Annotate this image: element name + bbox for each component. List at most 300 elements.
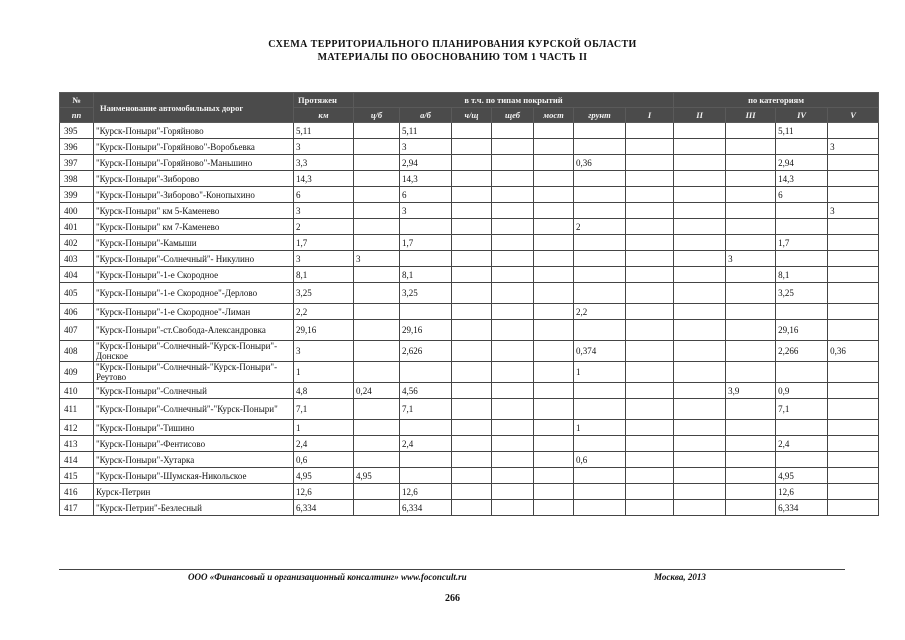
cell-most (534, 155, 574, 171)
cell-road-name: "Курск-Поныри"-1-е Скородное (94, 267, 294, 283)
footer-divider (59, 569, 845, 570)
table-row (60, 283, 879, 304)
table-row (60, 187, 879, 203)
cell-cat-2 (674, 468, 726, 484)
cell-cat-2 (674, 484, 726, 500)
cell-shcheb (492, 219, 534, 235)
cell-chsh (452, 267, 492, 283)
cell-most (534, 219, 574, 235)
header-cat-2: II (674, 108, 726, 123)
cell-cat-3 (726, 436, 776, 452)
cell-cat-2 (674, 500, 726, 516)
cell-most (534, 399, 574, 420)
cell-road-name: "Курск-Поныри"-Горяйново"-Маньшино (94, 155, 294, 171)
cell-shcheb (492, 235, 534, 251)
cell-ab: 4,56 (400, 383, 452, 399)
cell-chsh (452, 341, 492, 362)
cell-road-name: "Курск-Поныри"-Фентисово (94, 436, 294, 452)
cell-ab: 6,334 (400, 500, 452, 516)
header-cb: ц/б (354, 108, 400, 123)
cell-grunt (574, 203, 626, 219)
header-no: № (60, 93, 94, 108)
cell-cb (354, 436, 400, 452)
cell-no: 399 (60, 187, 94, 203)
cell-ab: 14,3 (400, 171, 452, 187)
cell-cat-4: 0,9 (776, 383, 828, 399)
table-row (60, 399, 879, 420)
cell-cb (354, 420, 400, 436)
cell-cat-3 (726, 304, 776, 320)
cell-cb (354, 500, 400, 516)
cell-cat-4 (776, 304, 828, 320)
cell-ab: 29,16 (400, 320, 452, 341)
cell-grunt (574, 436, 626, 452)
cell-grunt (574, 267, 626, 283)
cell-road-name: "Курск-Поныри"-Камыши (94, 235, 294, 251)
table-row (60, 139, 879, 155)
cell-grunt (574, 399, 626, 420)
cell-cat-4 (776, 219, 828, 235)
cell-chsh (452, 155, 492, 171)
cell-cat-5: 3 (828, 203, 879, 219)
table-row (60, 484, 879, 500)
cell-shcheb (492, 468, 534, 484)
cell-cat-2 (674, 341, 726, 362)
cell-chsh (452, 320, 492, 341)
table-row (60, 500, 879, 516)
cell-cb (354, 155, 400, 171)
cell-cat-2 (674, 203, 726, 219)
cell-cat-1 (626, 362, 674, 383)
cell-cat-5 (828, 399, 879, 420)
cell-cat-3 (726, 500, 776, 516)
cell-cat-3 (726, 320, 776, 341)
cell-length: 3 (294, 203, 354, 219)
cell-cat-2 (674, 219, 726, 235)
cell-cat-4: 6 (776, 187, 828, 203)
table-row (60, 304, 879, 320)
cell-cat-4: 1,7 (776, 235, 828, 251)
cell-cat-2 (674, 420, 726, 436)
cell-length: 1 (294, 420, 354, 436)
cell-road-name: "Курск-Поныри"-Солнечный-"Курск-Поныри"-Реутово (94, 362, 294, 383)
cell-cat-4 (776, 251, 828, 267)
cell-cat-1 (626, 500, 674, 516)
cell-most (534, 187, 574, 203)
cell-most (534, 171, 574, 187)
table-row (60, 383, 879, 399)
cell-grunt (574, 187, 626, 203)
table-row (60, 436, 879, 452)
cell-no: 412 (60, 420, 94, 436)
table-row (60, 452, 879, 468)
cell-cat-5 (828, 187, 879, 203)
cell-cb (354, 123, 400, 139)
cell-cat-1 (626, 187, 674, 203)
cell-cb (354, 187, 400, 203)
cell-length: 2,4 (294, 436, 354, 452)
cell-cb: 3 (354, 251, 400, 267)
cell-cat-4: 8,1 (776, 267, 828, 283)
cell-most (534, 362, 574, 383)
cell-shcheb (492, 304, 534, 320)
table-row (60, 235, 879, 251)
cell-chsh (452, 362, 492, 383)
cell-cat-2 (674, 251, 726, 267)
cell-length: 6 (294, 187, 354, 203)
cell-length: 3 (294, 251, 354, 267)
header-cat-5: V (828, 108, 879, 123)
cell-cat-3 (726, 123, 776, 139)
cell-ab: 2,626 (400, 341, 452, 362)
header-chsh: ч/щ (452, 108, 492, 123)
table-row (60, 420, 879, 436)
cell-road-name: "Курск-Поныри"-ст.Свобода-Александровка (94, 320, 294, 341)
cell-shcheb (492, 139, 534, 155)
cell-grunt (574, 123, 626, 139)
cell-shcheb (492, 267, 534, 283)
table-row (60, 267, 879, 283)
cell-cat-1 (626, 399, 674, 420)
cell-cat-5 (828, 452, 879, 468)
cell-length: 6,334 (294, 500, 354, 516)
cell-cat-5 (828, 500, 879, 516)
cell-cb (354, 171, 400, 187)
cell-shcheb (492, 500, 534, 516)
cell-cat-3 (726, 484, 776, 500)
cell-road-name: "Курск-Поныри"-Солнечный"-"Курск-Поныри" (94, 399, 294, 420)
header-category-group: по категориям (674, 93, 879, 108)
cell-shcheb (492, 320, 534, 341)
cell-chsh (452, 383, 492, 399)
cell-cat-2 (674, 283, 726, 304)
cell-most (534, 283, 574, 304)
cell-grunt (574, 484, 626, 500)
cell-road-name: "Курск-Поныри"-Солнечный"- Никулино (94, 251, 294, 267)
table-row (60, 155, 879, 171)
cell-cat-3 (726, 283, 776, 304)
cell-cat-2 (674, 304, 726, 320)
cell-no: 404 (60, 267, 94, 283)
cell-chsh (452, 219, 492, 235)
cell-shcheb (492, 452, 534, 468)
cell-cat-4: 14,3 (776, 171, 828, 187)
cell-cat-4 (776, 203, 828, 219)
cell-chsh (452, 304, 492, 320)
cell-most (534, 500, 574, 516)
cell-chsh (452, 187, 492, 203)
cell-length: 8,1 (294, 267, 354, 283)
cell-no: 406 (60, 304, 94, 320)
cell-ab: 2,94 (400, 155, 452, 171)
cell-cat-2 (674, 235, 726, 251)
cell-no: 415 (60, 468, 94, 484)
cell-most (534, 267, 574, 283)
cell-shcheb (492, 251, 534, 267)
cell-most (534, 484, 574, 500)
table-row (60, 123, 879, 139)
cell-cat-5 (828, 219, 879, 235)
table-row (60, 468, 879, 484)
cell-road-name: "Курск-Поныри"-Солнечный-"Курск-Поныри"-Донское (94, 341, 294, 362)
cell-cat-4: 12,6 (776, 484, 828, 500)
cell-length: 3 (294, 139, 354, 155)
cell-chsh (452, 468, 492, 484)
cell-road-name: "Курск-Поныри" км 7-Каменево (94, 219, 294, 235)
header-pp: пп (60, 108, 94, 123)
header-km: км (294, 108, 354, 123)
cell-cb (354, 399, 400, 420)
cell-no: 409 (60, 362, 94, 383)
table-row (60, 171, 879, 187)
cell-no: 400 (60, 203, 94, 219)
cell-cat-2 (674, 139, 726, 155)
cell-no: 407 (60, 320, 94, 341)
cell-ab (400, 362, 452, 383)
cell-cat-1 (626, 383, 674, 399)
cell-cat-3 (726, 399, 776, 420)
cell-shcheb (492, 155, 534, 171)
cell-ab: 3,25 (400, 283, 452, 304)
cell-most (534, 383, 574, 399)
cell-length: 4,8 (294, 383, 354, 399)
cell-shcheb (492, 484, 534, 500)
cell-cat-4: 3,25 (776, 283, 828, 304)
cell-length: 4,95 (294, 468, 354, 484)
cell-no: 417 (60, 500, 94, 516)
cell-chsh (452, 283, 492, 304)
cell-no: 416 (60, 484, 94, 500)
cell-cat-1 (626, 235, 674, 251)
cell-grunt: 1 (574, 362, 626, 383)
cell-length: 0,6 (294, 452, 354, 468)
cell-cat-4 (776, 362, 828, 383)
cell-ab: 5,11 (400, 123, 452, 139)
cell-chsh (452, 436, 492, 452)
cell-cat-2 (674, 123, 726, 139)
cell-ab (400, 452, 452, 468)
cell-grunt: 0,36 (574, 155, 626, 171)
cell-cat-3 (726, 187, 776, 203)
cell-grunt (574, 251, 626, 267)
cell-chsh (452, 399, 492, 420)
cell-grunt (574, 171, 626, 187)
cell-cb (354, 341, 400, 362)
cell-cat-1 (626, 341, 674, 362)
cell-most (534, 341, 574, 362)
cell-most (534, 251, 574, 267)
cell-length: 7,1 (294, 399, 354, 420)
cell-cat-2 (674, 436, 726, 452)
cell-cat-4: 2,94 (776, 155, 828, 171)
cell-road-name: "Курск-Поныри"-Хутарка (94, 452, 294, 468)
cell-no: 405 (60, 283, 94, 304)
cell-cat-2 (674, 267, 726, 283)
cell-cb (354, 267, 400, 283)
cell-cat-5 (828, 155, 879, 171)
cell-cb (354, 139, 400, 155)
cell-shcheb (492, 123, 534, 139)
cell-shcheb (492, 341, 534, 362)
cell-cat-5 (828, 304, 879, 320)
cell-cat-5 (828, 320, 879, 341)
cell-cat-1 (626, 171, 674, 187)
cell-cat-5 (828, 420, 879, 436)
cell-no: 401 (60, 219, 94, 235)
document-title: СХЕМА ТЕРРИТОРИАЛЬНОГО ПЛАНИРОВАНИЯ КУРСКОЙ ОБЛАСТИ (268, 39, 637, 50)
cell-cat-3 (726, 203, 776, 219)
cell-shcheb (492, 283, 534, 304)
header-name: Наименование автомобильных дорог (94, 93, 294, 123)
footer-company: ООО «Финансовый и организационный консалтинг» www.foconcult.ru (188, 572, 467, 582)
cell-no: 413 (60, 436, 94, 452)
cell-no: 410 (60, 383, 94, 399)
cell-most (534, 304, 574, 320)
table-row (60, 320, 879, 341)
header-cat-4: IV (776, 108, 828, 123)
header-row-top (60, 93, 879, 108)
cell-length: 1,7 (294, 235, 354, 251)
table-row (60, 219, 879, 235)
cell-no: 408 (60, 341, 94, 362)
cell-grunt (574, 283, 626, 304)
cell-cat-5 (828, 251, 879, 267)
cell-cat-3 (726, 452, 776, 468)
cell-cat-2 (674, 171, 726, 187)
cell-cat-3: 3 (726, 251, 776, 267)
cell-cat-5 (828, 123, 879, 139)
cell-cb (354, 235, 400, 251)
cell-no: 414 (60, 452, 94, 468)
cell-most (534, 235, 574, 251)
cell-cat-1 (626, 320, 674, 341)
cell-cat-3 (726, 235, 776, 251)
cell-cb (354, 362, 400, 383)
cell-cat-4: 7,1 (776, 399, 828, 420)
page-number: 266 (445, 593, 460, 604)
cell-cat-1 (626, 452, 674, 468)
cell-chsh (452, 171, 492, 187)
cell-cb (354, 203, 400, 219)
cell-cat-2 (674, 187, 726, 203)
cell-cat-4 (776, 452, 828, 468)
cell-cat-1 (626, 484, 674, 500)
cell-cat-4: 2,266 (776, 341, 828, 362)
cell-road-name: "Курск-Поныри"-Горяйново"-Воробьевка (94, 139, 294, 155)
cell-cat-5 (828, 468, 879, 484)
cell-most (534, 139, 574, 155)
cell-shcheb (492, 187, 534, 203)
cell-grunt (574, 383, 626, 399)
cell-cat-4: 4,95 (776, 468, 828, 484)
cell-length: 29,16 (294, 320, 354, 341)
cell-cat-4: 6,334 (776, 500, 828, 516)
cell-cb (354, 283, 400, 304)
cell-cat-5 (828, 283, 879, 304)
cell-most (534, 436, 574, 452)
cell-no: 402 (60, 235, 94, 251)
cell-length: 5,11 (294, 123, 354, 139)
cell-cat-4 (776, 139, 828, 155)
table-row (60, 251, 879, 267)
cell-most (534, 468, 574, 484)
cell-cat-1 (626, 283, 674, 304)
cell-road-name: "Курск-Поныри"-1-е Скородное"-Лиман (94, 304, 294, 320)
cell-no: 397 (60, 155, 94, 171)
header-grunt: грунт (574, 108, 626, 123)
cell-ab (400, 420, 452, 436)
cell-cb (354, 219, 400, 235)
cell-cat-1 (626, 203, 674, 219)
cell-road-name: "Курск-Поныри"-Тишино (94, 420, 294, 436)
cell-most (534, 420, 574, 436)
cell-chsh (452, 420, 492, 436)
cell-ab: 1,7 (400, 235, 452, 251)
document-subtitle: МАТЕРИАЛЫ ПО ОБОСНОВАНИЮ ТОМ 1 ЧАСТЬ II (317, 52, 588, 63)
cell-cat-5 (828, 171, 879, 187)
cell-length: 2,2 (294, 304, 354, 320)
cell-ab (400, 251, 452, 267)
header-cat-1: I (626, 108, 674, 123)
roads-table (59, 92, 879, 516)
cell-cat-4: 2,4 (776, 436, 828, 452)
cell-shcheb (492, 399, 534, 420)
cell-cat-4 (776, 420, 828, 436)
cell-cat-1 (626, 219, 674, 235)
cell-chsh (452, 452, 492, 468)
cell-cat-3 (726, 468, 776, 484)
cell-length: 14,3 (294, 171, 354, 187)
cell-shcheb (492, 436, 534, 452)
cell-cb (354, 452, 400, 468)
cell-grunt (574, 500, 626, 516)
cell-road-name: "Курск-Поныри"-Зиборово"-Конопыхино (94, 187, 294, 203)
header-length: Протяжен (294, 93, 354, 108)
cell-shcheb (492, 171, 534, 187)
cell-ab: 12,6 (400, 484, 452, 500)
cell-cat-5 (828, 267, 879, 283)
footer-city-year: Москва, 2013 (654, 572, 706, 582)
cell-road-name: Курск-Петрин (94, 484, 294, 500)
cell-ab: 8,1 (400, 267, 452, 283)
cell-cat-3 (726, 362, 776, 383)
cell-most (534, 452, 574, 468)
cell-cat-2 (674, 362, 726, 383)
cell-ab: 3 (400, 203, 452, 219)
cell-road-name: "Курск-Поныри"-Солнечный (94, 383, 294, 399)
cell-cat-1 (626, 251, 674, 267)
cell-chsh (452, 484, 492, 500)
cell-road-name: "Курск-Петрин"-Безлесный (94, 500, 294, 516)
header-surface-group: в т.ч. по типам покрытий (354, 93, 674, 108)
cell-cat-1 (626, 468, 674, 484)
cell-length: 3 (294, 341, 354, 362)
cell-road-name: "Курск-Поныри"-Шумская-Никольское (94, 468, 294, 484)
cell-cat-2 (674, 399, 726, 420)
cell-cat-2 (674, 452, 726, 468)
cell-cat-3 (726, 219, 776, 235)
cell-grunt: 0,6 (574, 452, 626, 468)
cell-cat-3 (726, 267, 776, 283)
cell-grunt (574, 468, 626, 484)
cell-cat-5 (828, 235, 879, 251)
cell-ab (400, 219, 452, 235)
cell-shcheb (492, 383, 534, 399)
cell-length: 3,25 (294, 283, 354, 304)
cell-chsh (452, 235, 492, 251)
table-row (60, 362, 879, 383)
cell-cat-2 (674, 320, 726, 341)
